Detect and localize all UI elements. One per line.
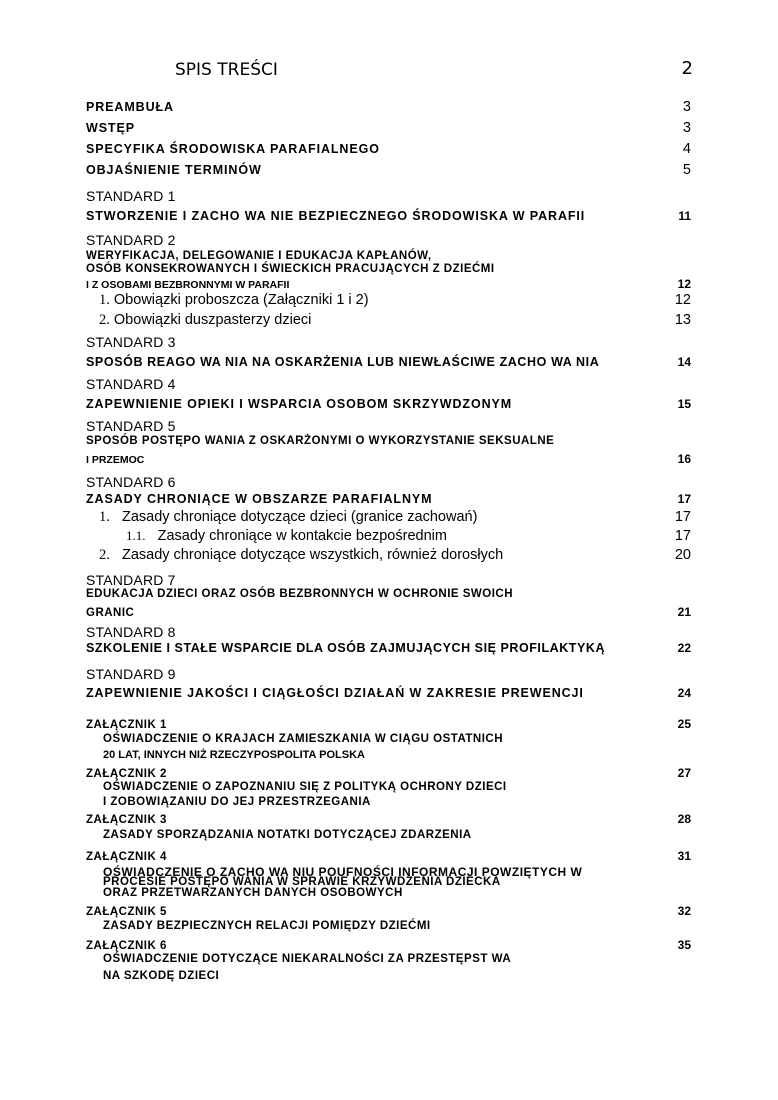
toc-subentry[interactable]	[126, 528, 691, 544]
standard-label: STANDARD 2	[86, 232, 176, 248]
toc-entry-annex-4[interactable]	[86, 849, 691, 863]
subentry-label: Obowiązki proboszcza (Załączniki 1 i 2)	[113, 292, 369, 308]
annex-label: ZAŁĄCZNIK 5	[86, 906, 167, 918]
toc-entry-standard-7[interactable]	[86, 605, 691, 619]
annex-label: ZAŁĄCZNIK 2	[86, 768, 167, 780]
toc-entry-page: 4	[682, 141, 691, 157]
standard-label: STANDARD 5	[86, 418, 176, 434]
toc-entry-standard-2[interactable]	[86, 277, 691, 291]
toc-entry-page: 22	[677, 641, 691, 655]
toc-entry-label: ZAPEWNIENIE OPIEKI I WSPARCIA OSOBOM SKRZYWDZONYM	[86, 397, 513, 411]
toc-entry-standard-8[interactable]	[86, 641, 691, 655]
subentry-label: Zasady chroniące w kontakcie bezpośrednim	[157, 528, 447, 544]
toc-subentry[interactable]	[99, 509, 691, 526]
toc-entry-standard-5[interactable]	[86, 452, 691, 466]
toc-entry-standard-6[interactable]	[86, 492, 691, 506]
toc-entry-title-line: WERYFIKACJA, DELEGOWANIE I EDUKACJA KAPŁANÓW,	[86, 250, 432, 262]
annex-title-line: ORAZ PRZETWARZANYCH DANYCH OSOBOWYCH	[103, 887, 403, 899]
annex-title-line: OŚWIADCZENIE O KRAJACH ZAMIESZKANIA W CIĄGU OSTATNICH	[103, 733, 504, 745]
toc-entry-label: ZAPEWNIENIE JAKOŚCI I CIĄGŁOŚCI DZIAŁAŃ W ZAKRESIE PREWENCJI	[86, 686, 584, 700]
annex-label: ZAŁĄCZNIK 6	[86, 940, 167, 952]
toc-entry-page: 17	[677, 492, 691, 506]
toc-entry-label: SPECYFIKA ŚRODOWISKA PARAFIALNEGO	[86, 142, 380, 156]
toc-entry-page: 12	[677, 277, 691, 291]
standard-label: STANDARD 3	[86, 334, 176, 350]
toc-entry-page: 12	[674, 292, 691, 308]
toc-entry-page: 35	[677, 938, 691, 952]
toc-entry-page: 27	[677, 766, 691, 780]
annex-title-line: OŚWIADCZENIE O ZAPOZNANIU SIĘ Z POLITYKĄ OCHRONY DZIECI	[103, 781, 507, 793]
toc-entry-standard-3[interactable]	[86, 355, 691, 369]
toc-entry-label: SZKOLENIE I STAŁE WSPARCIE DLA OSÓB ZAJMUJĄCYCH SIĘ PROFILAKTYKĄ	[86, 641, 606, 655]
toc-entry-label: WSTĘP	[86, 121, 135, 135]
toc-entry-page: 21	[677, 605, 691, 619]
toc-subentry[interactable]	[99, 547, 691, 564]
toc-entry-page: 13	[674, 312, 691, 328]
toc-entry-page: 32	[677, 904, 691, 918]
toc-entry-page: 14	[677, 355, 691, 369]
subentry-number: 2.	[99, 547, 110, 563]
toc-entry-page: 25	[677, 717, 691, 731]
toc-subentry[interactable]	[99, 312, 691, 329]
annex-title-line: ZASADY SPORZĄDZANIA NOTATKI DOTYCZĄCEJ ZDARZENIA	[103, 829, 472, 841]
subentry-number: 1.	[99, 509, 110, 525]
toc-entry-page: 17	[674, 509, 691, 525]
toc-entry-standard-9[interactable]	[86, 686, 691, 700]
subentry-number: 1.	[99, 292, 110, 308]
toc-entry-title-line: OSÓB KONSEKROWANYCH I ŚWIECKICH PRACUJĄCYCH Z DZIEĆMI	[86, 263, 495, 275]
subentry-label: Obowiązki duszpasterzy dzieci	[113, 312, 312, 328]
toc-entry-label: PREAMBUŁA	[86, 100, 174, 114]
toc-entry-page: 17	[674, 528, 691, 544]
page-number: 2	[681, 58, 693, 79]
toc-entry-label: STWORZENIE I ZACHO WA NIE BEZPIECZNEGO ŚRODOWISKA W PARAFII	[86, 209, 586, 223]
toc-entry-standard-4[interactable]	[86, 397, 691, 411]
toc-entry-page: 3	[682, 99, 691, 115]
toc-entry-label: GRANIC	[86, 607, 135, 619]
standard-label: STANDARD 1	[86, 188, 176, 204]
annex-title-line: OŚWIADCZENIE DOTYCZĄCE NIEKARALNOŚCI ZA PRZESTĘPST WA	[103, 953, 512, 965]
standard-label: STANDARD 9	[86, 666, 176, 682]
annex-label: ZAŁĄCZNIK 4	[86, 851, 167, 863]
page-title: SPIS TREŚCI	[175, 60, 278, 80]
toc-entry-title-line: SPOSÓB POSTĘPO WANIA Z OSKARŻONYMI O WYKORZYSTANIE SEKSUALNE	[86, 435, 555, 447]
toc-entry-annex-6[interactable]	[86, 938, 691, 952]
subentry-label: Zasady chroniące dotyczące dzieci (granice zachowań)	[121, 509, 478, 525]
toc-entry-title-line: EDUKACJA DZIECI ORAZ OSÓB BEZBRONNYCH W OCHRONIE SWOICH	[86, 588, 514, 600]
toc-entry-page: 24	[677, 686, 691, 700]
annex-title-line: ZASADY BEZPIECZNYCH RELACJI POMIĘDZY DZIEĆMI	[103, 920, 431, 932]
annex-title-line: NA SZKODĘ DZIECI	[103, 970, 220, 982]
toc-entry-page: 11	[678, 209, 691, 223]
toc-entry-page: 15	[677, 397, 691, 411]
toc-entry-page: 5	[682, 162, 691, 178]
toc-entry-standard-1[interactable]	[86, 209, 691, 223]
toc-entry-label: I PRZEMOC	[86, 454, 145, 466]
toc-entry-wstep[interactable]	[86, 120, 691, 136]
annex-label: ZAŁĄCZNIK 3	[86, 814, 167, 826]
toc-entry-label: ZASADY CHRONIĄCE W OBSZARZE PARAFIALNYM	[86, 492, 433, 506]
toc-entry-page: 16	[677, 452, 691, 466]
toc-entry-specyfika[interactable]	[86, 141, 691, 157]
standard-label: STANDARD 6	[86, 474, 176, 490]
annex-title-line: I ZOBOWIĄZANIU DO JEJ PRZESTRZEGANIA	[103, 796, 371, 808]
toc-entry-annex-3[interactable]	[86, 812, 691, 826]
toc-entry-objasnienie[interactable]	[86, 162, 691, 178]
subentry-number: 1.1.	[126, 528, 146, 543]
standard-label: STANDARD 4	[86, 376, 176, 392]
annex-title-line: PROCESIE POSTĘPO WANIA W SPRAWIE KRZYWDZENIA DZIECKA	[103, 876, 501, 888]
toc-entry-annex-1[interactable]	[86, 717, 691, 731]
annex-title-line: 20 LAT, INNYCH NIŻ RZECZYPOSPOLITA POLSKA	[103, 749, 365, 761]
subentry-number: 2.	[99, 312, 110, 328]
annex-title-line: OŚWIADCZENIE O ZACHO WA NIU POUFNOŚCI INFORMACJI POWZIĘTYCH W	[103, 865, 583, 879]
annex-label: ZAŁĄCZNIK 1	[86, 719, 167, 731]
toc-entry-label: OBJAŚNIENIE TERMINÓW	[86, 163, 262, 177]
toc-subentry[interactable]	[99, 292, 691, 309]
toc-entry-page: 20	[674, 547, 691, 563]
toc-entry-label: SPOSÓB REAGO WA NIA NA OSKARŻENIA LUB NIEWŁAŚCIWE ZACHO WA NIA	[86, 355, 600, 369]
toc-entry-page: 3	[682, 120, 691, 136]
standard-label: STANDARD 8	[86, 624, 176, 640]
subentry-label: Zasady chroniące dotyczące wszystkich, również dorosłych	[121, 547, 504, 563]
toc-entry-preambula[interactable]	[86, 99, 691, 115]
toc-entry-page: 28	[677, 812, 691, 826]
toc-entry-annex-5[interactable]	[86, 904, 691, 918]
toc-entry-page: 31	[677, 849, 691, 863]
toc-entry-annex-2[interactable]	[86, 766, 691, 780]
toc-entry-label: I Z OSOBAMI BEZBRONNYMI W PARAFII	[86, 279, 290, 291]
standard-label: STANDARD 7	[86, 572, 176, 588]
